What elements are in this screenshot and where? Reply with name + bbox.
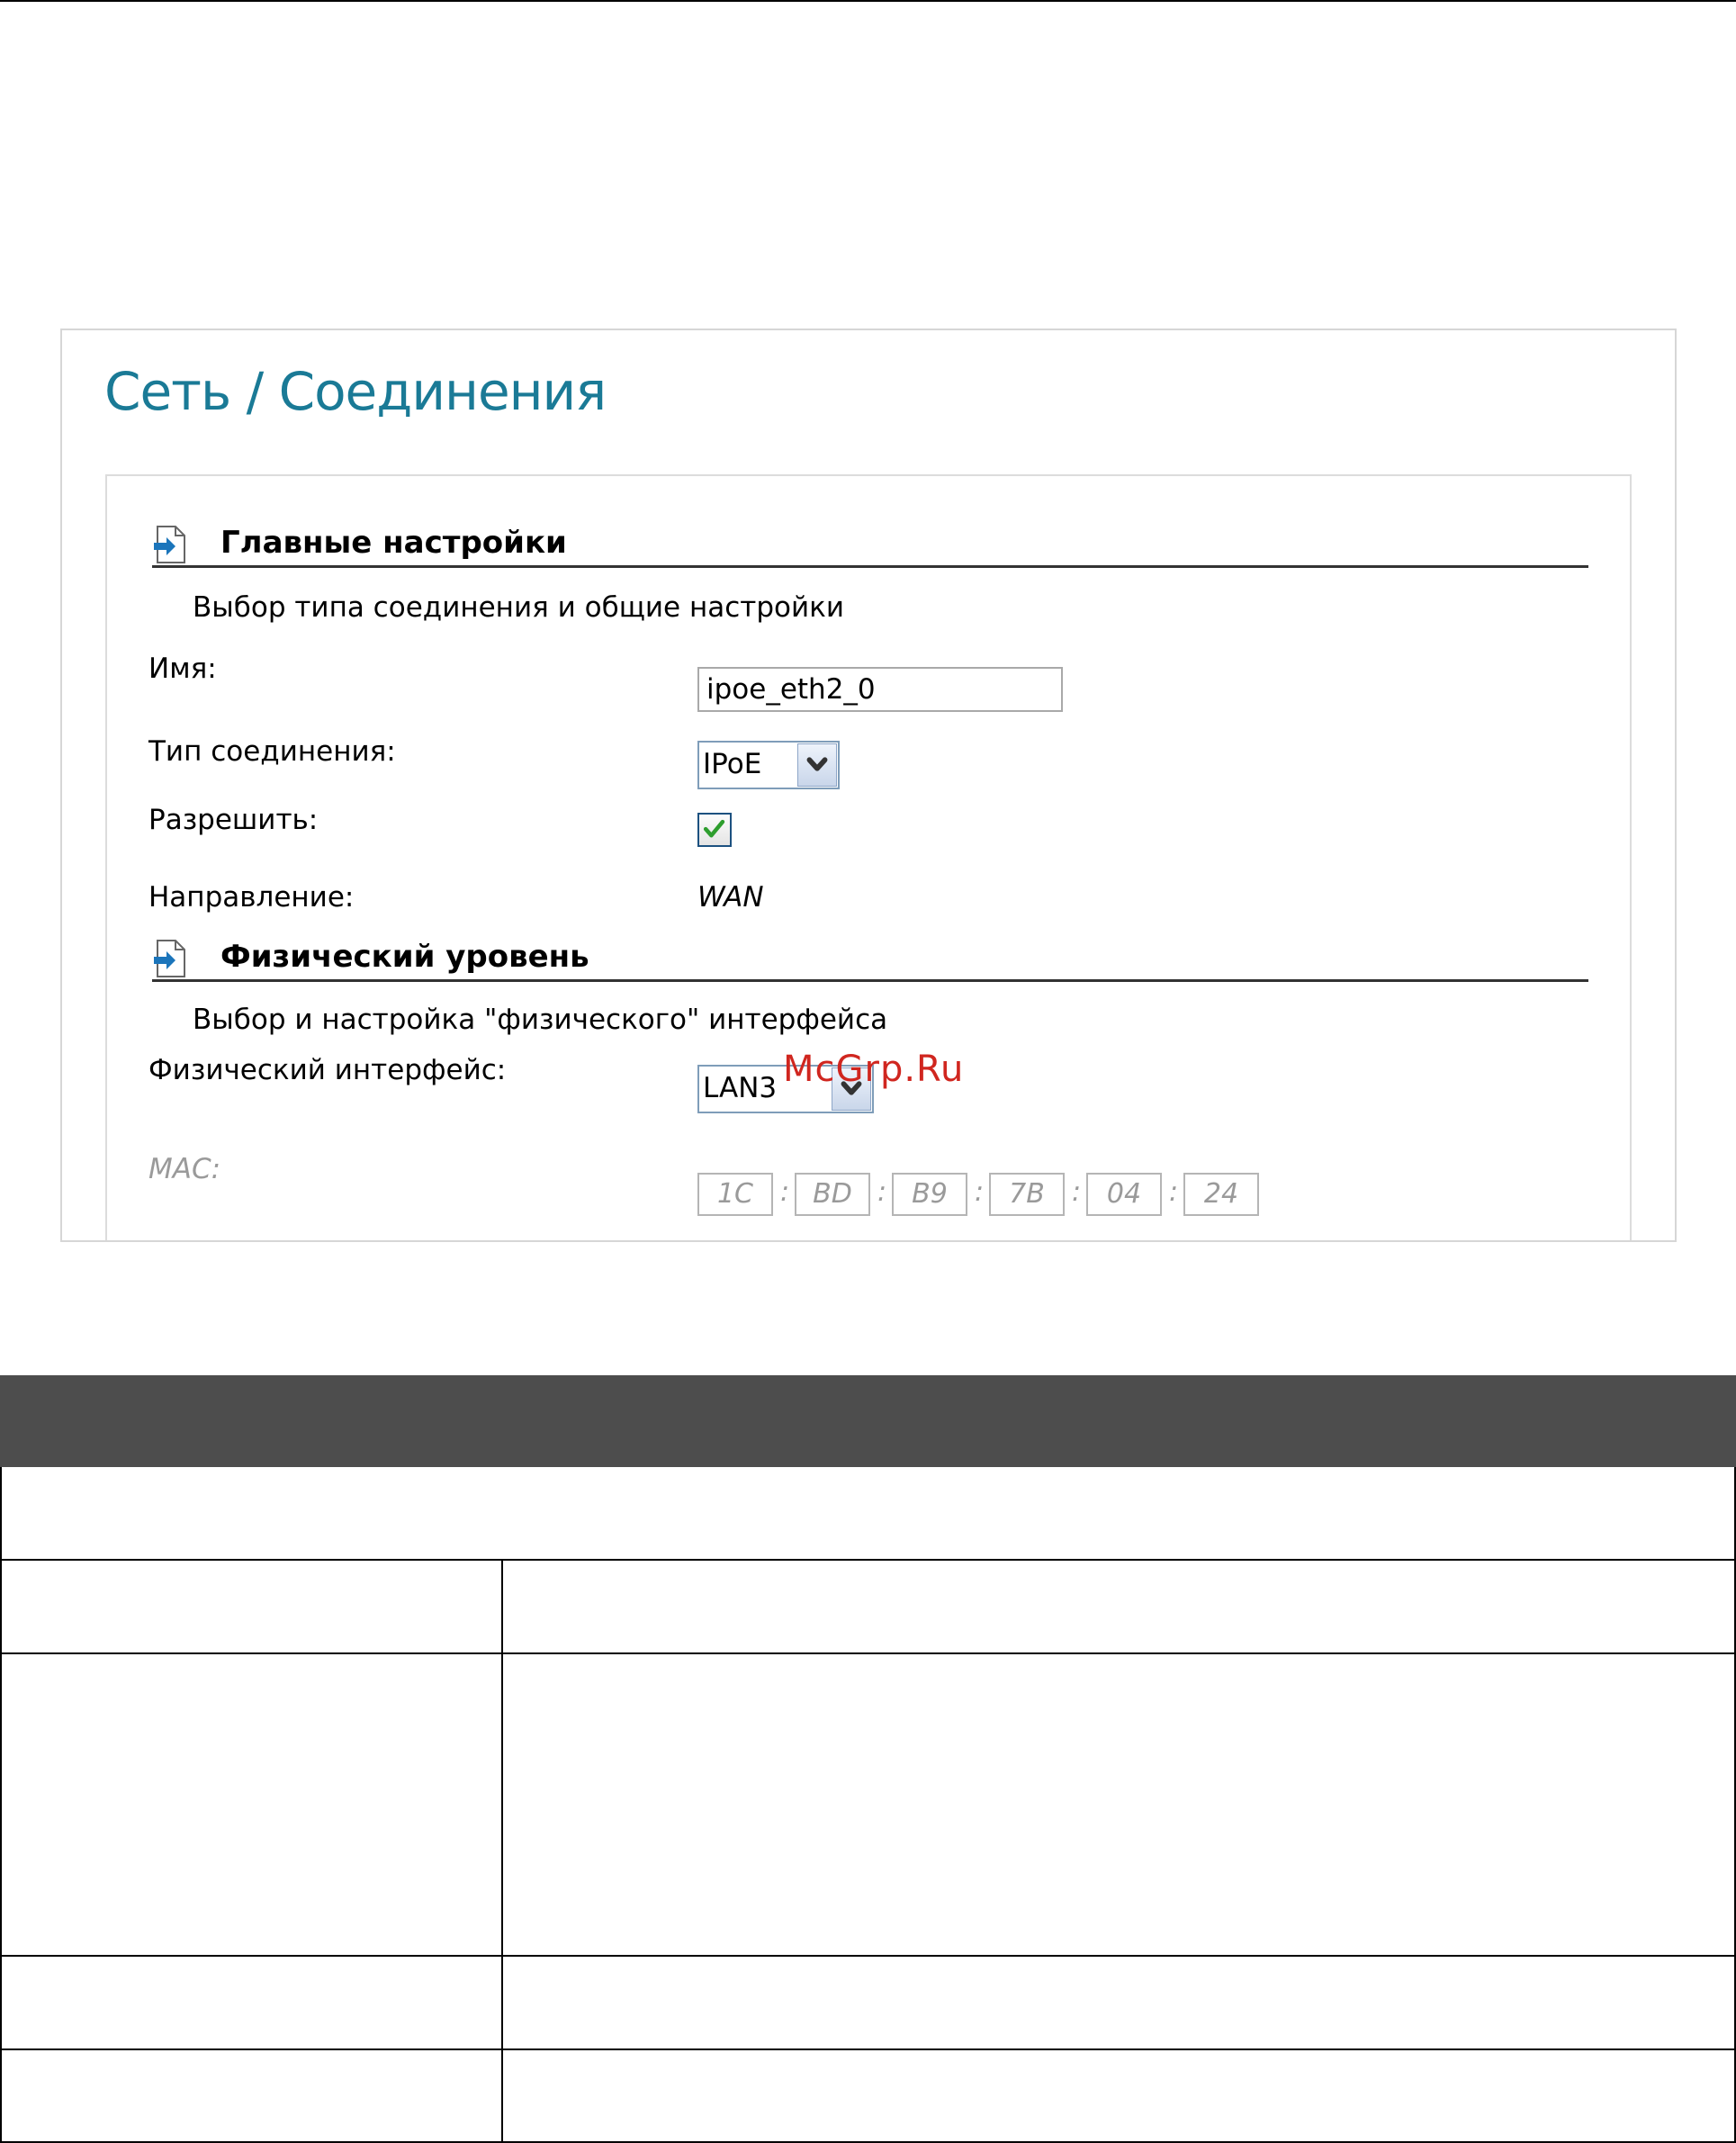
document-arrow-icon [152, 939, 188, 978]
column-divider [501, 1957, 503, 2048]
section-description-physical: Выбор и настройка "физического" интерфейса [193, 1004, 888, 1036]
mac-octet-field[interactable]: B9 [892, 1173, 967, 1216]
mac-octet-field[interactable]: 04 [1086, 1173, 1162, 1216]
table-row [2, 1957, 1734, 2050]
mac-separator: : [1072, 1176, 1082, 1208]
enable-checkbox[interactable] [697, 813, 732, 847]
mac-label: MAC: [148, 1153, 221, 1185]
connection-type-value: IPoE [703, 748, 762, 780]
physical-interface-value: LAN3 [703, 1072, 778, 1104]
enable-label: Разрешить: [148, 804, 319, 836]
top-rule [0, 0, 1736, 2]
name-label: Имя: [148, 653, 217, 685]
watermark-text: McGrp.Ru [783, 1049, 965, 1090]
table-row [2, 1467, 1734, 1561]
router-ui-screenshot [60, 329, 1677, 1242]
table-row [2, 1654, 1734, 1957]
physical-interface-label: Физический интерфейс: [148, 1054, 507, 1086]
name-input[interactable] [697, 667, 1063, 712]
section-title-main: Главные настройки [220, 525, 567, 561]
document-arrow-icon [152, 525, 188, 564]
table-row [2, 2050, 1734, 2143]
connection-type-label: Тип соединения: [148, 735, 396, 768]
chevron-down-icon [798, 744, 836, 786]
parameter-table [0, 1467, 1736, 2143]
section-description-main: Выбор типа соединения и общие настройки [193, 591, 844, 624]
table-header [0, 1375, 1736, 1467]
mac-octet-field[interactable]: BD [795, 1173, 870, 1216]
section-title-physical: Физический уровень [220, 939, 589, 975]
settings-form [105, 474, 1632, 1242]
section-header-physical [152, 935, 1588, 982]
column-divider [501, 1654, 503, 1955]
direction-value: WAN [697, 881, 764, 914]
mac-separator: : [975, 1176, 985, 1208]
mac-separator: : [1169, 1176, 1179, 1208]
mac-separator: : [780, 1176, 790, 1208]
mac-separator: : [877, 1176, 887, 1208]
connection-type-dropdown-button[interactable] [797, 743, 837, 787]
checkmark-icon [699, 815, 730, 845]
mac-octet-field[interactable]: 7B [989, 1173, 1065, 1216]
table-row [2, 1561, 1734, 1654]
column-divider [501, 2050, 503, 2141]
mac-address-fields [697, 1173, 1255, 1218]
mac-octet-field[interactable]: 1C [697, 1173, 773, 1216]
direction-label: Направление: [148, 881, 355, 914]
column-divider [501, 1561, 503, 1652]
section-header-main [152, 521, 1588, 568]
connection-type-select[interactable] [697, 741, 840, 789]
mac-octet-field[interactable]: 24 [1183, 1173, 1259, 1216]
page-title: Сеть / Соединения [104, 361, 607, 422]
